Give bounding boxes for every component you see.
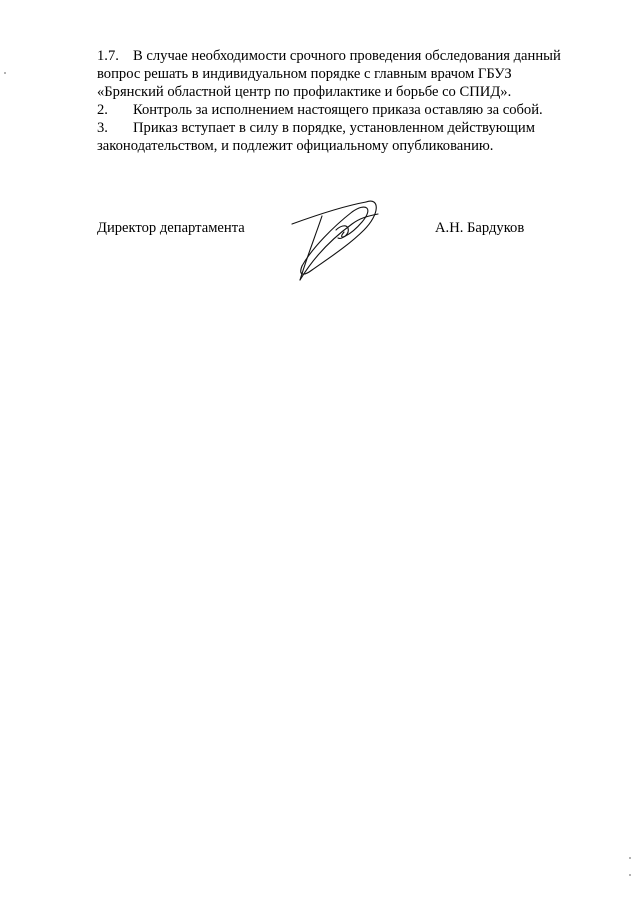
paragraph-2 <box>97 101 578 119</box>
signatory-name: А.Н. Бардуков <box>435 220 525 236</box>
order-text <box>97 47 578 155</box>
paragraph-1-7 <box>97 47 578 65</box>
scan-speck <box>4 72 6 74</box>
signatory-title: Директор департамента <box>97 220 245 236</box>
paragraph-text: законодательством, и подлежит официальному опубликованию. <box>97 138 494 154</box>
paragraph-text: вопрос решать в индивидуальном порядке с главным врачом ГБУЗ <box>97 66 512 82</box>
paragraph-1-7-line-3 <box>97 83 578 101</box>
paragraph-number: 3. <box>97 120 108 136</box>
paragraph-text: Приказ вступает в силу в порядке, установленном действующим <box>133 120 535 136</box>
paragraph-3-line-2 <box>97 137 578 155</box>
paragraph-3 <box>97 119 578 137</box>
paragraph-text: Контроль за исполнением настоящего приказа оставляю за собой. <box>133 102 543 118</box>
signature-stroke <box>292 202 366 224</box>
paragraph-1-7-line-2 <box>97 65 578 83</box>
paragraph-number: 2. <box>97 102 108 118</box>
handwritten-signature <box>286 194 386 286</box>
paragraph-text: В случае необходимости срочного проведения обследования данный <box>133 48 561 64</box>
scan-speck <box>629 874 631 876</box>
signature-stroke <box>302 207 368 266</box>
paragraph-number: 1.7. <box>97 48 119 64</box>
paragraph-text: «Брянский областной центр по профилактике и борьбе со СПИД». <box>97 84 512 100</box>
scan-speck <box>629 857 631 859</box>
